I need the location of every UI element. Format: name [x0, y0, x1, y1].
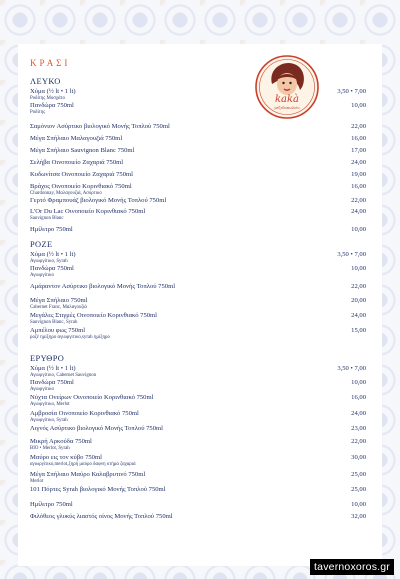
wine-price: 24,00 [351, 312, 366, 319]
wine-varieties: Ροδίτης [30, 110, 46, 115]
wine-item [30, 394, 366, 410]
wine-price: 32,00 [351, 513, 366, 520]
wine-varieties: Chardonnay, Μαλαγουζιά, Ασύρτικο [30, 191, 102, 196]
wine-item [30, 327, 366, 343]
wine-price: 22,00 [351, 283, 366, 290]
wine-price: 25,00 [351, 471, 366, 478]
wine-name: Αμάραντον Ασύρτικο βιολογικό Μονής Τοπλού 750ml [30, 283, 176, 290]
wine-price: 24,00 [351, 208, 366, 215]
wine-varieties: BIO • Merlot, Syrah [30, 446, 70, 451]
watermark: tavernoxoros.gr [310, 559, 394, 575]
wine-price: 3,50 • 7,00 [337, 365, 366, 372]
wine-price: 3,50 • 7,00 [337, 251, 366, 258]
wine-price: 25,00 [351, 486, 366, 493]
wine-item [30, 208, 366, 224]
wine-name: Ημίλιτρο 750ml [30, 226, 73, 233]
wine-name: Γερτό Φραμπουάζ βιολογικό Μονής Τοπλού 750ml [30, 197, 167, 204]
wine-price: 17,00 [351, 147, 366, 154]
wine-price: 24,00 [351, 410, 366, 417]
wine-price: 10,00 [351, 226, 366, 233]
logo-tagline: μεζεδοπωλείο [274, 106, 300, 110]
wine-item [30, 471, 366, 487]
wine-name: Νύχτα Ονείρων Οινοποιείο Κορινθιακό 750ml [30, 394, 154, 401]
wine-name: Μέγα Σπήλαιο Μαύρο Καλαβρυτινό 750ml [30, 471, 146, 478]
wine-price: 16,00 [351, 135, 366, 142]
wine-name: Πανδώρα 750ml [30, 379, 74, 386]
wine-item [30, 486, 366, 502]
wine-varieties: Αγιωργίτικο [30, 273, 54, 278]
wine-varieties: Αγιωργίτικο, Merlot [30, 402, 70, 407]
wine-item [30, 102, 366, 118]
wine-varieties: Merlot [30, 479, 44, 484]
wine-price: 22,00 [351, 123, 366, 130]
wine-name: L'Or Du Lac Οινοποιείο Κορινθιακό 750ml [30, 208, 146, 215]
wine-name: Μέγα Σπήλαιο Sauvignon Blanc 750ml [30, 147, 135, 154]
wine-name: Κυδωνίτσα Οινοποιείο Ζαχαριά 750ml [30, 171, 133, 178]
wine-price: 10,00 [351, 265, 366, 272]
wine-name: Πανδώρα 750ml [30, 102, 74, 109]
wine-price: 24,00 [351, 159, 366, 166]
wine-varieties: ροζέ ημίξηρο αγιωργιτικο,syrah ημίξηρο [30, 335, 110, 340]
wine-varieties: Αγιωργίτικο [30, 387, 54, 392]
wine-item [30, 226, 366, 242]
wine-varieties: Αγιωργίτικο, Syrah [30, 259, 68, 264]
wine-varieties: αγιωργίτικο,merlot,ξηρή μαύρο δαφνη κτήμα ζαχαριά [30, 462, 136, 467]
wine-name: Χύμα (½ lt • 1 lt) [30, 88, 76, 95]
logo-script: kakà [274, 94, 300, 105]
wine-name: Χύμα (½ lt • 1 lt) [30, 251, 76, 258]
wine-varieties: Cabernet Franc, Μαλαγουζιά [30, 305, 87, 310]
wine-item [30, 438, 366, 454]
wine-price: 16,00 [351, 394, 366, 401]
wine-name: Σελήβα Οινοποιείο Ζαχαριά 750ml [30, 159, 124, 166]
wine-name: Σαμόνιον Ασύρτικο βιολογικό Μονής Τοπλού 750ml [30, 123, 170, 130]
wine-name: Βράχος Οινοποιείο Κορινθιακό 750ml [30, 183, 132, 190]
wine-item [30, 312, 366, 328]
wine-varieties: Ροδίτης Μοσχάτο [30, 96, 65, 101]
wine-item [30, 379, 366, 395]
wine-varieties: Sauvignon Blanc, Syrah [30, 320, 78, 325]
wine-item [30, 265, 366, 281]
wine-name: Πανδώρα 750ml [30, 265, 74, 272]
section-title: ΛΕΥΚΟ [30, 77, 61, 86]
wine-price: 19,00 [351, 171, 366, 178]
menu-card [18, 44, 382, 566]
wine-price: 22,00 [351, 438, 366, 445]
wine-name: Μεγάλες Στιγμές Οινοποιείο Κορινθιακό 750ml [30, 312, 158, 319]
wine-name: Φιλόθεος γλυκύς λιαστός οίνος Μονής Τοπλού 750ml [30, 513, 173, 520]
wine-price: 22,00 [351, 197, 366, 204]
wine-name: 101 Πόρτες Syrah βιολογικό Μονής Τοπλού 750ml [30, 486, 166, 493]
wine-name: Μέγα Σπήλαιο Μαλαγουζιά 750ml [30, 135, 123, 142]
wine-name: Λιγνός Ασύρτικο βιολογικό Μονής Τοπλού 750ml [30, 425, 163, 432]
wine-name: Αμπέλου φως 750ml [30, 327, 86, 334]
wine-item [30, 410, 366, 426]
wine-item [30, 297, 366, 313]
section-title: ΡΟΖΕ [30, 240, 53, 249]
wine-price: 30,00 [351, 454, 366, 461]
wine-price: 15,00 [351, 327, 366, 334]
wine-name: Χύμα (½ lt • 1 lt) [30, 365, 76, 372]
wine-item [30, 454, 366, 470]
wine-name: Μέγα Σπήλαιο 750ml [30, 297, 88, 304]
wine-varieties: Sauvignon Blanc [30, 216, 64, 221]
wine-varieties: Αγιωργίτικο, Syrah [30, 418, 68, 423]
wine-price: 10,00 [351, 102, 366, 109]
wine-name: Μαύρο εις τον κύβο 750ml [30, 454, 102, 461]
wine-name: Αμβροσία Οινοποιείο Κορινθιακό 750ml [30, 410, 139, 417]
wine-price: 10,00 [351, 501, 366, 508]
wine-name: Μικρή Αρκούδα 750ml [30, 438, 92, 445]
section-title: ΕΡΥΘΡΟ [30, 354, 65, 363]
wine-price: 16,00 [351, 183, 366, 190]
wine-price: 10,00 [351, 379, 366, 386]
wine-price: 20,00 [351, 297, 366, 304]
wine-price: 3,50 • 7,00 [337, 88, 366, 95]
category-title: ΚΡΑΣΙ [30, 58, 71, 68]
wine-varieties: Αγιωργίτικο, Cabernet Sauvignon [30, 373, 97, 378]
wine-price: 23,00 [351, 425, 366, 432]
wine-name: Ημίλιτρο 750ml [30, 501, 73, 508]
wine-item [30, 513, 366, 529]
